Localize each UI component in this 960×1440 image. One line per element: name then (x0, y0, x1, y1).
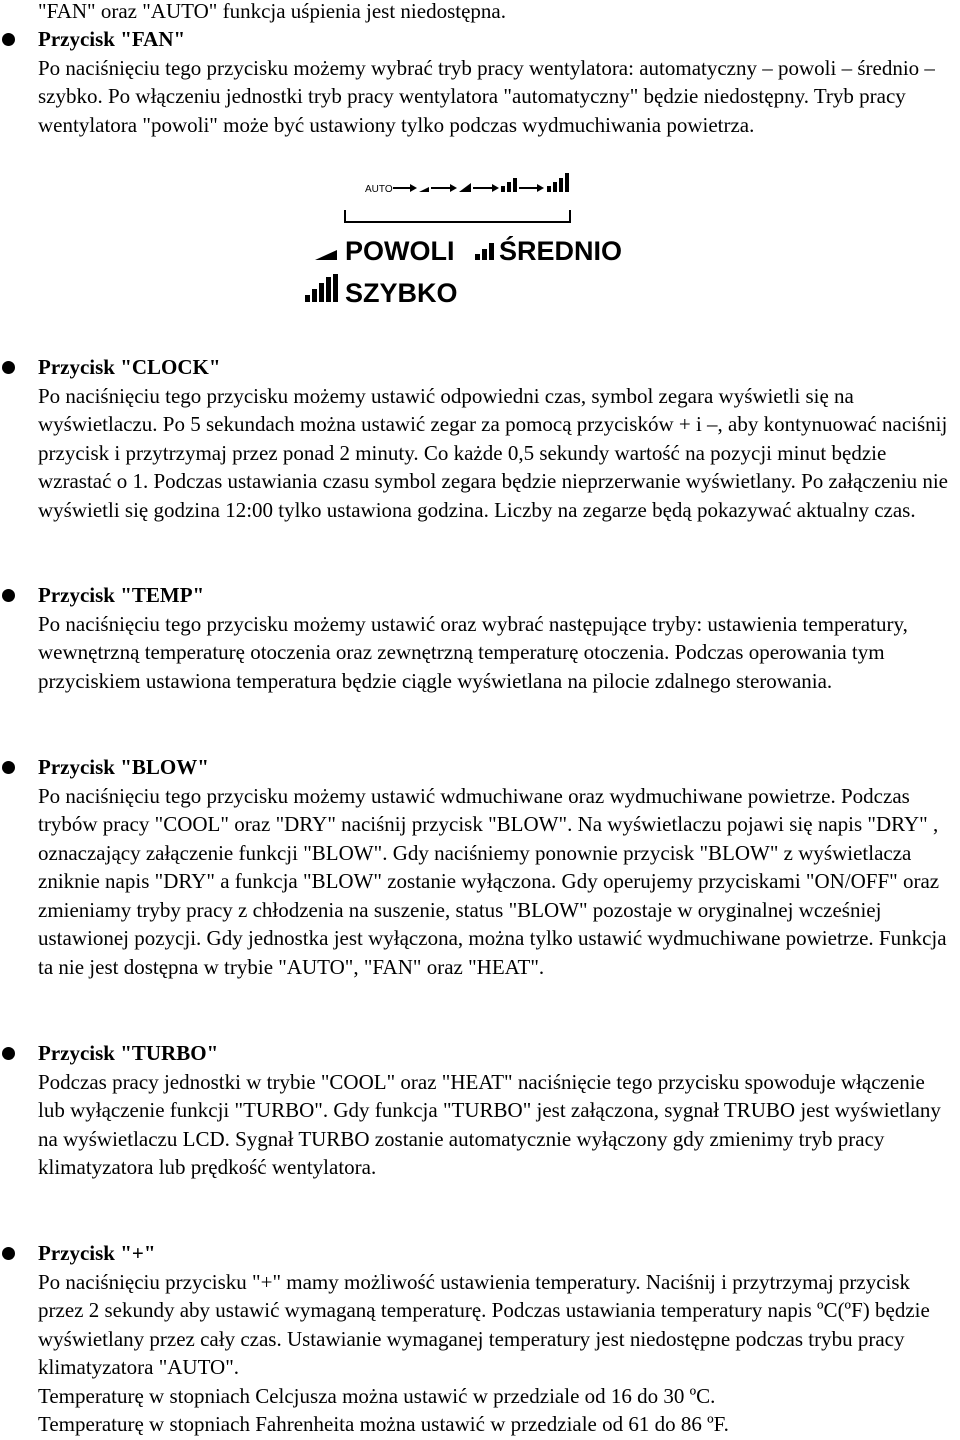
section-title: Przycisk "BLOW" (38, 755, 209, 779)
section-title: Przycisk "+" (38, 1241, 156, 1265)
section-title: Przycisk "CLOCK" (38, 355, 221, 379)
section-fan (0, 25, 960, 139)
section-body: Po naciśnięciu tego przycisku możemy ustawić wdmuchiwane oraz wydmuchiwane powietrze. Podczas trybów pracy "COOL" oraz "DRY" naciśnij przycisk "BLOW". Na wyświetlaczu pojawi się napis "DRY" , oznaczający załączenie funkcji "BLOW". Gdy naciśniemy ponownie przycisk "BLOW" z wyświetlacza zniknie napis "DRY" a funkcja "BLOW" zostanie wyłączona. Gdy operujemy przyciskami "ON/OFF" oraz zmieniamy tryby pracy z chłodzenia na suszenie, status "BLOW" pozostaje w oryginalnej wcześniej ustawionej pozycji. Gdy jednostka jest wyłączona, można tylko ustawić wydmuchiwane powietrze. Funkcja ta nie jest dostępna w trybie "AUTO", "FAN" oraz "HEAT". (38, 783, 947, 979)
cycle-arrow-icon (519, 184, 544, 192)
fan-fast-label: SZYBKO (345, 278, 458, 308)
fan-speed-figure (305, 170, 625, 310)
fan-auto-label: AUTO (365, 184, 393, 195)
fan-level-1-icon (419, 187, 429, 192)
section-title: Przycisk "TEMP" (38, 583, 205, 607)
section-body: Po naciśnięciu tego przycisku możemy ustawić oraz wybrać następujące tryby: ustawienia temperatury, wewnętrzną temperaturę otoczenia oraz zewnętrzną temperaturę otoczenia. Podczas operowania tym przyciskiem ustawiona temperatura będzie ciągle wyświetlana na pilocie zdalnego sterowania. (38, 611, 908, 693)
cycle-arrow-icon (393, 184, 417, 192)
cycle-arrow-icon (473, 184, 499, 192)
section-plus (0, 1239, 960, 1439)
intro-line: "FAN" oraz "AUTO" funkcja uśpienia jest niedostępna. (38, 0, 506, 23)
bullet-icon (2, 761, 15, 774)
section-title: Przycisk "TURBO" (38, 1041, 219, 1065)
section-turbo (0, 1039, 960, 1182)
fan-medium-icon (475, 243, 494, 260)
paragraph: Po naciśnięciu przycisku "+" mamy możliwość ustawienia temperatury. Naciśnij i przytrzymaj przycisk przez 2 sekundy aby ustawić wymaganą temperaturę. Podczas ustawiania temperatury napis ºC(ºF) będzie wyświetlany przez cały czas. Ustawianie wymaganej temperatury jest niedostępne podczas trybu pracy klimatyzatora "AUTO". (38, 1269, 930, 1379)
cycle-arrow-icon (431, 184, 457, 192)
fan-fast-icon (305, 274, 338, 302)
fan-slow-icon (315, 250, 337, 260)
fan-level-3-icon (501, 178, 517, 192)
section-title: Przycisk "FAN" (38, 27, 186, 51)
section-body: Po naciśnięciu tego przycisku możemy ustawić odpowiedni czas, symbol zegara wyświetli się na wyświetlaczu. Po 5 sekundach można ustawić zegar za pomocą przycisków + i –, aby kontynuować naciśnij przycisk i przytrzymaj przez ponad 2 minuty. Co każde 0,5 sekundy wartość na pozycji minut będzie wzrastać o 1. Podczas ustawiania czasu symbol zegara będzie nieprzerwanie wyświetlany. Po załączeniu nie wyświetli się godzina 12:00 tylko ustawiona godzina. Liczby na zegarze będą pokazywać aktualny czas. (38, 383, 949, 522)
bullet-icon (2, 589, 15, 602)
section-body: Podczas pracy jednostki w trybie "COOL" oraz "HEAT" naciśnięcie tego przycisku spowoduje włączenie lub wyłączenie funkcji "TURBO". Gdy funkcja "TURBO" jest załączona, sygnał TRUBO jest wyświetlany na wyświetlaczu LCD. Sygnał TURBO zostanie automatycznie wyłączony gdy zmienimy tryb pracy klimatyzatora lub prędkość wentylatora. (38, 1069, 941, 1179)
bullet-icon (2, 33, 15, 46)
section-temp (0, 581, 960, 695)
fan-medium-label: ŚREDNIO (499, 236, 623, 266)
paragraph: Temperaturę w stopniach Celcjusza można ustawić w przedziale od 16 do 30 ºC. (38, 1383, 716, 1408)
paragraph: Temperaturę w stopniach Fahrenheita można ustawić w przedziale od 61 do 86 ºF. (38, 1412, 729, 1436)
section-clock (0, 353, 960, 524)
bullet-icon (2, 361, 15, 374)
section-body: Po naciśnięciu tego przycisku możemy wybrać tryb pracy wentylatora: automatyczny – powoli – średnio – szybko. Po włączeniu jednostki tryb pracy wentylatora "automatyczny" będzie niedostępny. Tryb pracy wentylatora "powoli" może być ustawiony tylko podczas wydmuchiwania powietrza. (38, 55, 935, 137)
fan-cycle-bracket (345, 210, 570, 222)
fan-level-4-icon (547, 173, 569, 192)
bullet-icon (2, 1047, 15, 1060)
section-body (0, 1268, 956, 1439)
fan-slow-label: POWOLI (345, 236, 455, 266)
fan-level-2-icon (459, 183, 471, 192)
bullet-icon (2, 1247, 15, 1260)
section-blow (0, 753, 960, 981)
